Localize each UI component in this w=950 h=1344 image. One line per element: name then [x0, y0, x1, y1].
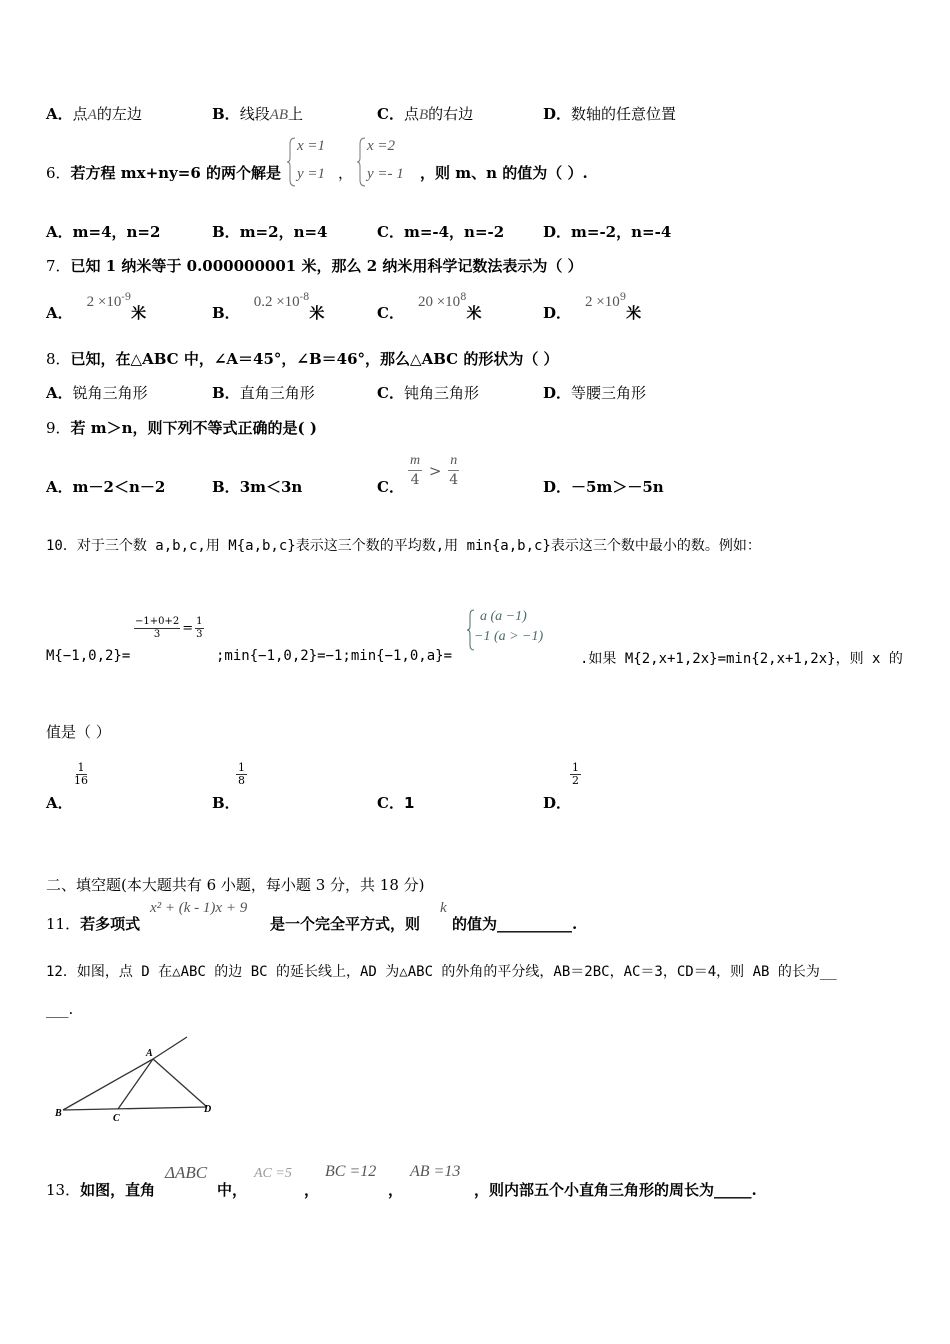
- q10-middle: ;min{−1,0,2}=−1;min{−1,0,a}=: [216, 648, 453, 664]
- brace-icon: [357, 136, 367, 188]
- q10-line3: 值是（ ）: [46, 723, 111, 741]
- q13-comma-1: ，: [304, 1181, 320, 1199]
- q6-option-c: C．m=-4，n=-2: [377, 223, 505, 241]
- q13-comma-2: ，: [388, 1181, 404, 1199]
- q8-option-c: C．钝角三角形: [377, 384, 479, 402]
- q10-m-prefix: M{−1,0,2}=: [46, 648, 131, 664]
- fraction-n4: $\frac{n}{4}$: [449, 453, 459, 488]
- sys1-eq2: y =1: [297, 166, 326, 182]
- label-c: C: [113, 1113, 120, 1124]
- q8-stem: 8．已知，在△ABC 中，∠A＝45°，∠B＝46°，那么△ABC 的形状为（ ）: [46, 350, 559, 368]
- q13-stem-tail: ，则内部五个小直角三角形的周长为_____.: [474, 1181, 757, 1199]
- line-ac: [118, 1059, 153, 1109]
- label-b: B: [55, 1108, 62, 1119]
- q6-stem: 6．若方程 mx+ny=6 的两个解是: [46, 164, 282, 182]
- line-ab: [63, 1059, 153, 1110]
- piecewise-case-1: a (a −1): [480, 609, 527, 624]
- q6-stem-tail: ，则 m、n 的值为（ ）.: [420, 164, 588, 182]
- q10-option-a: A．: [46, 794, 73, 812]
- q12-line1: 12．如图，点 D 在△ABC 的边 BC 的延长线上，AD 为△ABC 的外角的平分线，AB＝2BC，AC＝3，CD＝4，则 AB 的长为__: [46, 964, 837, 980]
- q9-option-b: B．3m＜3n: [212, 478, 303, 496]
- q8-option-a: A．锐角三角形: [46, 384, 148, 402]
- q12-line2: ___.: [46, 1000, 74, 1018]
- q9-stem: 9．若 m＞n，则下列不等式正确的是( ): [46, 419, 317, 437]
- q10-option-b-frac: $\frac{1}{8}$: [238, 761, 245, 787]
- line-bd: [63, 1107, 207, 1110]
- q7-stem: 7．已知 1 纳米等于 0.000000001 米，那么 2 纳米用科学记数法表示为（ ）: [46, 257, 583, 275]
- q5-option-c: C．点B的右边: [377, 105, 474, 123]
- brace-icon: [287, 136, 297, 188]
- q13-zhong: 中，: [217, 1181, 248, 1199]
- q6-comma: ，: [338, 164, 354, 182]
- q10-option-a-frac: $\frac{1}{16}$: [74, 761, 88, 787]
- q13-triangle: ΔABC: [165, 1163, 208, 1182]
- q6-option-b: B．m=2，n=4: [212, 223, 328, 241]
- q6-option-a: A．m=4，n=2: [46, 223, 161, 241]
- q13-bc: BC =12: [325, 1163, 377, 1180]
- q10-option-b: B．: [212, 794, 240, 812]
- line-ad: [153, 1059, 207, 1107]
- q13-stem: 13．如图，直角: [46, 1181, 156, 1199]
- sys2-eq1: x =2: [367, 138, 396, 154]
- q5-option-d: D．数轴的任意位置: [543, 105, 677, 123]
- q8-option-b: B．直角三角形: [212, 384, 315, 402]
- q10-option-c: C．1: [377, 794, 415, 812]
- label-d: D: [204, 1104, 212, 1115]
- q8-option-d: D．等腰三角形: [543, 384, 647, 402]
- q9-option-c-math: $\frac{m}{4}$ > $\frac{n}{4}$: [410, 453, 459, 488]
- q10-tail: .如果 M{2,x+1,2x}=min{2,x+1,2x}，则 x 的: [580, 651, 903, 667]
- q10-line1: 10．对于三个数 a,b,c,用 M{a,b,c}表示这三个数的平均数,用 min{a,b,c}表示这三个数中最小的数。例如：: [46, 538, 761, 554]
- q10-piecewise: [466, 607, 578, 651]
- q7-option-d: D．$2 \times 10^9$米: [543, 292, 642, 322]
- q5-option-a: A．点A的左边: [46, 105, 142, 123]
- piecewise-case-2: −1 (a > −1): [474, 629, 544, 644]
- sys1-eq1: x =1: [297, 138, 326, 154]
- q6-option-d: D．m=-2，n=-4: [543, 223, 672, 241]
- q10-option-d: D．: [543, 794, 572, 812]
- q6-system-2: [357, 136, 419, 188]
- q7-option-a: A．$2 \times 10^{-9}$米: [46, 292, 147, 322]
- triangle-figure: [50, 1032, 220, 1124]
- q13-ab: AB =13: [410, 1163, 461, 1180]
- line-extension: [153, 1037, 187, 1059]
- q10-example-fraction: $\frac{-1+0+2}{3}$ = $\frac{1}{3}$: [135, 616, 203, 640]
- q5-option-b: B．线段AB上: [212, 105, 304, 123]
- q11-polynomial: x² + (k - 1)x + 9: [150, 900, 248, 916]
- fraction-m4: $\frac{m}{4}$: [410, 453, 421, 488]
- q11-stem-tail: 的值为__________.: [452, 915, 578, 933]
- q9-option-a: A．m－2＜n－2: [46, 478, 166, 496]
- q11-stem-mid: 是一个完全平方式，则: [270, 915, 421, 933]
- section-heading: 二、填空题(本大题共有 6 小题，每小题 3 分，共 18 分): [46, 876, 425, 894]
- q11-stem: 11．若多项式: [46, 915, 141, 933]
- q7-option-b: B．$0.2 \times 10^{-8}$米: [212, 292, 325, 322]
- q13-ac: AC =5: [254, 1166, 292, 1181]
- q10-option-d-frac: $\frac{1}{2}$: [572, 761, 579, 787]
- q7-option-c: C．$20 \times 10^8$米: [377, 292, 482, 322]
- q11-k: k: [440, 900, 447, 916]
- label-a: A: [146, 1048, 153, 1059]
- q6-system-1: [287, 136, 333, 188]
- q9-option-c-label: C．: [377, 478, 404, 496]
- sys2-eq2: y =- 1: [367, 166, 404, 182]
- q9-option-d: D．－5m＞－5n: [543, 478, 664, 496]
